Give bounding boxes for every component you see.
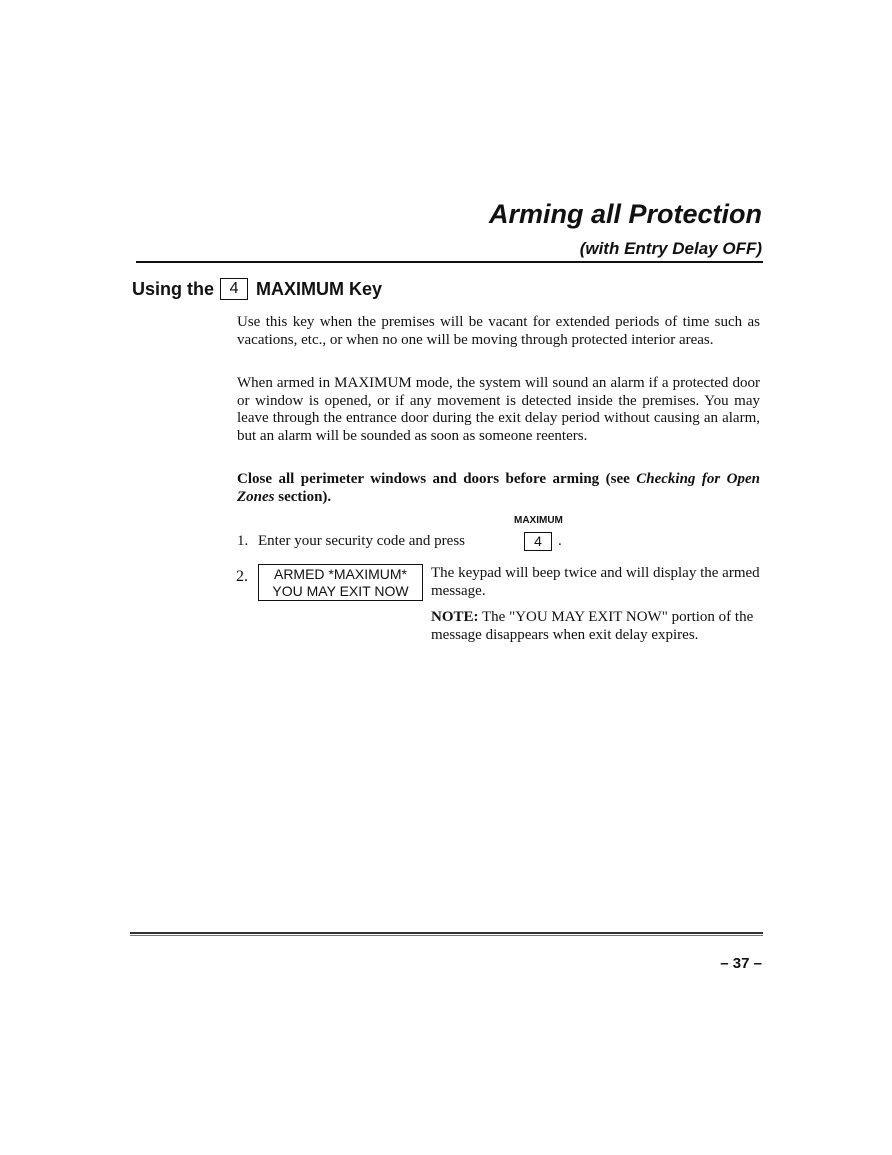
close-perimeter-text-start: Close all perimeter windows and doors before arming (see [237, 471, 637, 487]
intro-paragraph: Use this key when the premises will be vacant for extended periods of time such as vacations, etc., or when no one will be moving through protected interior areas. [237, 314, 760, 348]
key-4-box: 4 [220, 278, 248, 300]
page-subtitle: (with Entry Delay OFF) [579, 239, 762, 258]
page-title: Arming all Protection [488, 199, 762, 229]
step-1 [237, 533, 465, 550]
header-divider [136, 261, 763, 263]
page-number: – 37 – [720, 955, 762, 972]
step-1-period: . [558, 533, 562, 549]
key-4-inline-box: 4 [524, 532, 552, 551]
display-line-2: YOU MAY EXIT NOW [272, 583, 409, 599]
close-perimeter-paragraph [237, 471, 760, 506]
keypad-display-message [258, 564, 423, 601]
step-2-number: 2. [236, 568, 248, 585]
section-heading-suffix: MAXIMUM Key [256, 278, 383, 299]
maximum-key-caption: MAXIMUM [514, 515, 563, 526]
section-heading [132, 278, 382, 300]
note-label: NOTE: [431, 609, 479, 625]
step-1-number: 1. [237, 533, 249, 549]
section-heading-prefix: Using the [132, 278, 215, 299]
checking-open-zones-reference: Checking for Open Zones [237, 471, 760, 505]
footer-divider [130, 932, 763, 936]
step-1-text: Enter your security code and press [258, 533, 466, 549]
display-line-1: ARMED *MAXIMUM* [273, 566, 407, 582]
close-perimeter-text-end: section). [274, 488, 332, 505]
step-2-text: The keypad will beep twice and will display the armed message. [431, 565, 760, 599]
maximum-mode-paragraph: When armed in MAXIMUM mode, the system will sound an alarm if a protected door or window is opened, or if any movement is detected inside the premises. You may leave through the entrance door during the exit delay period without causing an alarm, but an alarm will be sounded as soon as someone reenters. [237, 375, 760, 444]
note-text: The "YOU MAY EXIT NOW" portion of the message disappears when exit delay expires. [431, 609, 754, 643]
note-paragraph [431, 608, 761, 644]
